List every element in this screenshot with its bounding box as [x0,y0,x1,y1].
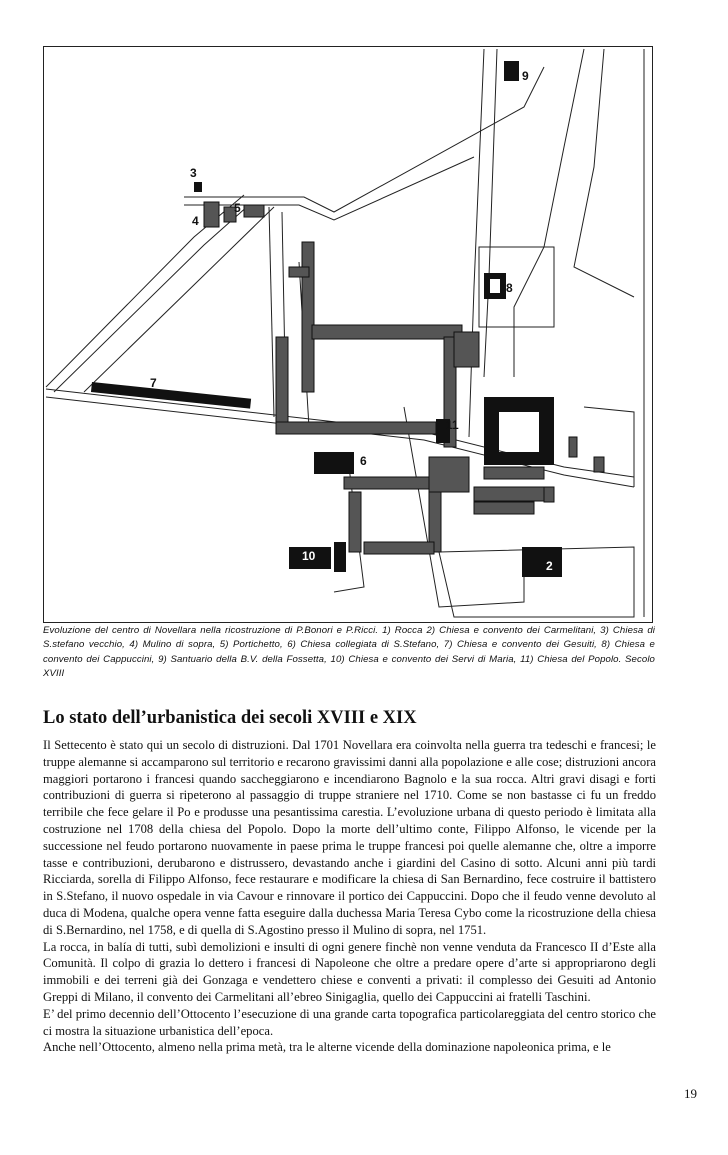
paragraph: E’ del primo decennio dell’Ottocento l’esecuzione di una grande carta topografica particolareggiata del centro storico che ci mostra la situazione urbanistica dell’epoca. [43,1006,656,1038]
road-line [184,67,544,212]
road-line [469,49,484,437]
building-block [289,267,309,277]
map-label-3: 3 [190,166,197,180]
map-caption: Evoluzione del centro di Novellara nella ricostruzione di P.Bonori e P.Ricci. 1) Rocca 2) Chiesa e convento dei Carmelitani, 3) Chiesa di S.stefano vecchio, 4) Mulino di sopra, 5) Portichetto, 6) Chiesa collegiata di S.Stefano, 7) Chiesa e convento dei Gesuiti, 8) Chiesa e convento dei Cappuccini, 9) Santuario della B.V. della Fossetta, 10) Chiesa e convento dei Servi di Maria, 11) Chiesa del Popolo. Secolo XVIII [43,625,655,680]
stefano-vecchio-building [194,182,202,192]
block-outline [584,407,634,487]
road-line [269,207,274,417]
cappuccini-garden [479,247,554,327]
section-heading: Lo stato dell’urbanistica dei secoli XVIII e XIX [43,708,417,728]
building-block [312,325,462,339]
building-block [276,337,288,427]
road-line [574,49,634,297]
building-block [204,202,219,227]
building-block [544,487,554,502]
historic-map [43,46,653,623]
building-block [349,492,361,552]
building-block [569,437,577,457]
building-block [429,457,469,492]
building-block [244,205,264,217]
building-block [474,487,544,501]
road-line [84,207,274,392]
paragraph: Il Settecento è stato qui un secolo di distruzioni. Dal 1701 Novellara era coinvolta nella guerra tra tedeschi e francesi; le truppe alemanne si accamparono sul territorio e recarono gravissimi danni alla popolazione e alle cose; distruzioni ancora maggiori portarono i francesi quando saccheggiarono e incendiarono Bagnolo e la sua rocca. Altri gravi disagi e forti contribuzioni di guerra si ripeterono al passaggio di truppe straniere nel 1710. Come se non bastasse ci fu un freddo terribile che fece gelare il Po e produsse una pesantissima carestia. L’evoluzione urbana di questo periodo è limitata alla costruzione nel 1708 della chiesa del Popolo. Dopo la morte dell’ultimo conte, Filippo Alfonso, le vicende per la successione nel feudo portarono nuovamente in paese prima le truppe francesi poi quelle alemanne che, oltre a imporre tasse e contribuzioni, derubarono e distrussero, devastando anche i giardini del Casino di sotto. Alcuni anni più tardi Ricciarda, sorella di Filippo Alfonso, fece restaurare e modificare la chiesa di San Bernardino, fece costruire il battistero in S.Stefano, il nuovo ospedale in via Cavour e rinnovare il portico dei Cappuccini. Dopo che il feudo venne devoluto al duca di Modena, qualche opera venne fatta eseguire dalla duchessa Maria Teresa Cybo come la ricostruzione della chiesa di S.Bernardino, nel 1758, e di quella di S.Agostino presso il Mulino di sopra, nel 1751. [43,738,656,937]
map-label-7: 7 [150,376,157,390]
map-label-9: 9 [522,69,529,83]
map-label-6: 6 [360,454,367,468]
map-drawing [44,47,653,623]
building-block [302,242,314,392]
servi-building [334,542,346,572]
map-label-8: 8 [506,281,513,295]
road-line [514,49,584,377]
map-label-5: 5 [234,201,241,215]
map-label-10: 10 [302,549,316,563]
cappuccini-building [484,273,506,299]
building-block [454,332,479,367]
page-number: 19 [684,1086,697,1101]
paragraph: La rocca, in balía di tutti, subì demolizioni e insulti di ogni genere finchè non venne venduta da Francesco II d’Este alla Comunità. Il colpo di grazia lo dettero i francesi di Napoleone che oltre a predare opere d’arte si appropriarono degli immobili e dei terreni già dei Gonzaga e vendettero chiese e conventi a privati: il complesso dei Gesuiti ad Antonio Greppi di Milano, il convento dei Carmelitani all’ebreo Sinigaglia, quello dei Cappuccini ai fratelli Taschini. [43,939,656,1004]
map-label-11: 11 [446,418,459,432]
paragraph: Anche nell’Ottocento, almeno nella prima metà, tra le alterne vicende della dominazione napoleonica prima, e le [43,1040,611,1055]
building-block [344,477,439,489]
road-line [54,205,249,392]
building-block [474,502,534,514]
rocca-building [484,397,554,465]
road-line [484,49,497,377]
carmelitani-building [522,547,562,577]
building-block [484,467,544,479]
map-label-4: 4 [192,214,199,228]
fossetta-building [504,61,519,81]
building-block [276,422,436,434]
building-block [364,542,434,554]
map-label-2: 2 [546,559,553,573]
map-label-1: 1 [508,421,515,435]
body-text [43,737,656,1056]
building-block [594,457,604,472]
collegiata-building [314,452,354,474]
